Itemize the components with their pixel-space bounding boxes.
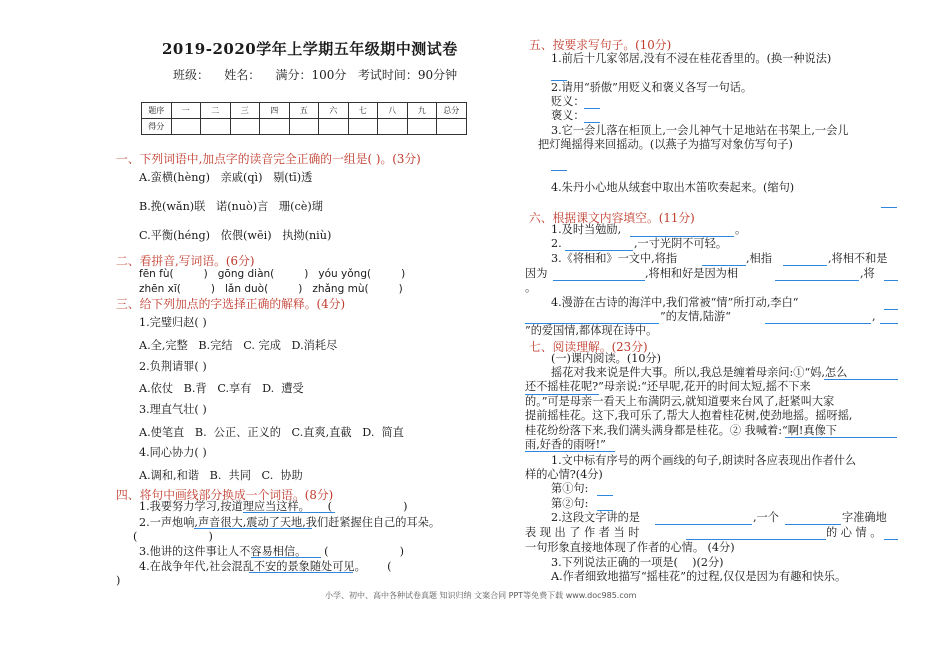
s5-q1-answer-line[interactable] (551, 69, 567, 81)
score-input-cell[interactable] (348, 119, 378, 135)
score-input-cell[interactable] (260, 119, 290, 135)
section-5-heading: 五、按要求写句子。(10分) (529, 38, 672, 52)
s7-q3-option-a: A.作者细致地描写“摇桂花”的过程,仅仅是因为有趣和快乐。 (551, 570, 847, 583)
s4-q4-close: ) (116, 574, 121, 587)
s6-q4-blank-1[interactable] (884, 298, 898, 310)
underline-mark (194, 528, 312, 529)
score-table-score-row (142, 119, 467, 135)
underline-mark (824, 379, 898, 380)
s1-option-a: A.蛮横(hèng) 亲戚(qì) 剔(tī)透 (139, 171, 313, 184)
s6-q4-blank-4[interactable] (880, 312, 898, 324)
s7-q2-text-6: 一句形象直接地体现了作者的心情。 (4分) (525, 541, 735, 554)
s6-q3-text-4: 因为 (525, 267, 548, 280)
s7-q2-text-3: 字准确地 (842, 511, 887, 524)
passage-line-4: 提前摇桂花。这下,我可乐了,帮大人抱着桂花树,使劲地摇。摇呀摇, (525, 409, 853, 422)
s1-option-b: B.挽(wǎn)联 诺(nuò)言 珊(cè)瑚 (139, 200, 323, 213)
section-6-heading: 六、根据课文内容填空。(11分) (529, 211, 695, 225)
s7-q2-blank-2[interactable] (785, 513, 841, 525)
score-cell: 得分 (142, 119, 172, 135)
s5-q3-cont: 把灯绳摇得来回摇动。(以燕子为描写对象仿写句子) (538, 138, 793, 151)
score-cell: 四 (260, 103, 290, 119)
s4-q1: 1.我要努力学习,按道理应当这样。 ( ) (139, 500, 408, 513)
score-table (141, 102, 467, 135)
score-cell: 六 (319, 103, 349, 119)
s3-q2-options: A.依仗 B.背 C.享有 D. 遭受 (139, 382, 304, 395)
underline-mark (249, 572, 353, 573)
s6-q4-blank-2[interactable] (525, 312, 659, 324)
s6-q1-blank[interactable] (630, 225, 734, 237)
s6-q2-blank[interactable] (565, 239, 633, 251)
s7-q1-cont: 样的心情?(4分) (525, 468, 603, 481)
score-cell: 总分 (437, 103, 467, 119)
s6-q4-text-3: ”的爱国情,都体现在诗中。 (525, 324, 658, 337)
score-cell: 三 (230, 103, 260, 119)
underline-mark (251, 557, 321, 558)
s3-q1-options: A.全,完整 B.完结 C. 完成 D.消耗尽 (139, 339, 338, 352)
s4-q2: 2.一声炮响,声音很大,震动了天地,我们赶紧握住自己的耳朵。 (139, 516, 441, 529)
s7-subheading: (一)课内阅读。(10分) (551, 352, 662, 365)
s1-option-c: C.平衡(héng) 依偎(wēi) 执拗(niù) (139, 229, 332, 242)
s6-q3-blank-1[interactable] (702, 254, 746, 266)
s3-q3-options: A.使笔直 B. 公正、正义的 C.直爽,直截 D. 简直 (139, 426, 404, 439)
s7-q1: 1.文中标有序号的两个画线的句子,朗读时各应表现出作者什么 (551, 454, 857, 467)
s7-q1-line-2[interactable] (597, 499, 613, 511)
score-input-cell[interactable] (437, 119, 467, 135)
s5-q4-answer-line[interactable] (881, 196, 897, 208)
score-cell: 七 (348, 103, 378, 119)
passage-line-3: 的。”可是母亲一看天上布满阴云,就知道要来台风了,赶紧叫大家 (525, 395, 835, 408)
exam-title: 2019-2020学年上学期五年级期中测试卷 (162, 40, 458, 58)
score-cell: 五 (289, 103, 319, 119)
passage-line-6: 雨,好香的雨呀!” (525, 438, 606, 451)
s3-q2: 2.负荆请罪( ) (139, 360, 207, 373)
underline-mark (525, 394, 599, 395)
s7-q1-line-1-label: 第①句: (551, 482, 589, 495)
s4-q4: 4.在战争年代,社会混乱不安的景象随处可见。 ( (139, 560, 392, 573)
s5-q2-derogatory-line[interactable] (584, 97, 600, 109)
underline-mark (785, 437, 897, 438)
s7-q3: 3.下列说法正确的一项是( )(2分) (551, 556, 724, 569)
s7-q1-line-2-label: 第②句: (551, 497, 589, 510)
s5-q1: 1.前后十几家邻居,没有不浸在桂花香里的。(换一种说法) (551, 52, 832, 65)
passage-line-1: 摇花对我来说是件大事。所以,我总是缠着母亲问:①“妈,怎么 (551, 366, 848, 379)
s6-q3-blank-2[interactable] (783, 254, 827, 266)
score-input-cell[interactable] (319, 119, 349, 135)
s3-q4: 4.同心协力( ) (139, 446, 207, 459)
s6-q4-text-2: ”的友情,陆游“ (660, 310, 731, 323)
score-cell: 二 (201, 103, 231, 119)
s4-q3: 3.他讲的这件事让人不容易相信。 ( ) (139, 545, 404, 558)
s7-q2-text-1: 2.这段文字讲的是 (551, 511, 640, 524)
s6-q3-blank-3[interactable] (553, 269, 645, 281)
s6-q3-text-6: ,将 (860, 267, 875, 280)
s6-q3-blank-5[interactable] (884, 269, 898, 281)
s6-q3-end: 。 (525, 281, 537, 294)
s6-q2-num: 2. (551, 237, 562, 250)
section-3-heading: 三、给下列加点的字选择正确的解释。(4分) (116, 297, 346, 311)
page-footer[interactable]: 小学、初中、高中各种试卷真题 知识归纳 文案合同 PPT等免费下载 www.doc985.com (325, 591, 637, 600)
s5-q2: 2.请用“骄傲”用贬义和褒义各写一句话。 (551, 81, 753, 94)
s6-q4-text-1: 4.漫游在古诗的海洋中,我们常被“情”所打动,李白“ (551, 296, 799, 309)
section-2-heading: 二、看拼音,写词语。(6分) (116, 254, 255, 268)
s5-q4: 4.朱丹小心地从绒套中取出木笛吹奏起来。(缩句) (551, 181, 795, 194)
score-input-cell[interactable] (289, 119, 319, 135)
s6-q3-text-1: 3.《将相和》一文中,将指 (551, 252, 678, 265)
passage-line-5: 桂花纷纷落下来,我们满头满身都是桂花。② 我喊着:“啊!真像下 (525, 424, 837, 437)
score-cell: 八 (378, 103, 408, 119)
s6-q4-comma: , (872, 310, 876, 323)
pinyin-row-1: fēn fù( ) gōng diàn( ) yóu yǒng( ) (139, 268, 406, 280)
underline-mark (243, 512, 335, 513)
section-7-heading: 七、阅读理解。(23分) (529, 340, 648, 354)
section-1-heading: 一、下列词语中,加点字的读音完全正确的一组是( )。(3分) (116, 152, 421, 166)
s6-q3-text-2: ,相指 (746, 252, 772, 265)
score-input-cell[interactable] (201, 119, 231, 135)
s3-q1: 1.完璧归赵( ) (139, 316, 207, 329)
s5-q3-answer-line[interactable] (551, 159, 567, 171)
s6-q3-text-5: ,将相和好是因为相 (645, 267, 739, 280)
s5-q3: 3.它一会儿落在柜顶上,一会儿神气十足地站在书架上,一会儿 (551, 124, 849, 137)
s6-q3-blank-4[interactable] (775, 269, 859, 281)
s6-q1-text: 1.及时当勉励, (551, 223, 622, 236)
s7-q2-text-4: 表 现 出 了 作 者 当 时 (525, 526, 640, 539)
passage-line-2: 还不摇桂花呢?”母亲说:“还早呢,花开的时间太短,摇不下来 (525, 380, 811, 393)
s5-q2-commendatory-line[interactable] (584, 111, 600, 123)
s7-q2-text-5: 的 心 情 。 (826, 526, 882, 539)
s5-q2-derogatory-label: 贬义： (551, 95, 585, 108)
pinyin-row-2: zhēn xī( ) lǎn duò( ) zhǎng mù( ) (139, 283, 403, 295)
score-cell: 一 (171, 103, 201, 119)
s6-q3-text-3: ,将相不和是 (828, 252, 888, 265)
score-input-cell[interactable] (378, 119, 408, 135)
score-input-cell[interactable] (230, 119, 260, 135)
s7-q2-text-2: ,一个 (753, 511, 779, 524)
score-cell: 题序 (142, 103, 172, 119)
s6-q4-blank-3[interactable] (765, 312, 871, 324)
s7-q2-blank-4[interactable] (884, 528, 898, 540)
s3-q3: 3.理直气壮( ) (139, 403, 207, 416)
s5-q2-commendatory-label: 褒义： (551, 109, 585, 122)
score-input-cell[interactable] (171, 119, 201, 135)
s6-q2-text: ,一寸光阴不可轻。 (634, 237, 728, 250)
exam-meta: 班级： 姓名： 满分：100分 考试时间：90分钟 (173, 68, 458, 82)
s7-q2-blank-3[interactable] (686, 528, 826, 540)
score-cell: 九 (407, 103, 437, 119)
score-input-cell[interactable] (407, 119, 437, 135)
s7-q1-line-1[interactable] (597, 484, 613, 496)
score-table-header-row (142, 103, 467, 119)
section-4-heading: 四、将句中画线部分换成一个词语。(8分) (116, 488, 334, 502)
s3-q4-options: A.调和,和谐 B. 共同 C. 协助 (139, 469, 303, 482)
s7-q2-blank-1[interactable] (655, 513, 752, 525)
s4-q2-answer: ( ) (133, 530, 213, 543)
s6-q1-end: 。 (735, 223, 747, 236)
underline-mark (525, 451, 615, 452)
